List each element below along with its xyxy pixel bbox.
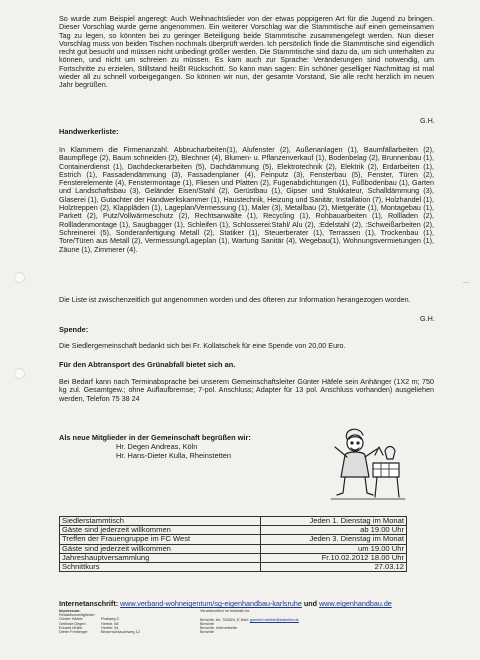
schedule-time: Fr.10.02.2012 18.00 Uhr — [261, 553, 407, 562]
spende-text: Die Siedlergemeinschaft bedankt sich bei Fr. Kollatschek für eine Spende von 20,00 Euro. — [59, 341, 346, 350]
impressum-row: Gerlinde Degen Hertstr. 68 — [59, 621, 119, 626]
handwerker-heading: Handwerkerliste: — [59, 127, 119, 136]
paper-mark: — — [463, 280, 469, 286]
spende-heading: Spende: — [59, 325, 89, 334]
impressum-responsibility — [200, 609, 299, 635]
email-link[interactable]: guenter.haefele@kabelbw.de — [249, 617, 299, 622]
impressum-duty: Berichte — [200, 621, 214, 626]
schedule-time: Jeden 1. Dienstag im Monat — [261, 517, 407, 526]
new-members-heading: Als neue Mitglieder in der Gemeinschaft begrüßen wir: — [59, 433, 251, 442]
punch-hole — [14, 272, 25, 283]
impressum-members — [59, 613, 140, 635]
eigenhandbau-link[interactable]: www.eigenhandbau.de — [319, 599, 392, 608]
table-row — [60, 544, 407, 553]
signature: G.H. — [420, 116, 435, 125]
table-row — [60, 563, 407, 572]
schedule-event: Gäste sind jederzeit willkommen — [60, 526, 261, 535]
schedule-event: Treffen der Frauengruppe im FC West — [60, 535, 261, 544]
verband-link[interactable]: www.verband-wohneigentum/sg-eigenhandbau-karlsruhe — [120, 599, 302, 608]
link-conjunction: und — [303, 599, 318, 608]
punch-hole — [14, 368, 25, 379]
new-member-1: Hr. Degen Andreas, Köln — [116, 442, 198, 451]
schedule-event: Siedlerstammtisch — [60, 517, 261, 526]
handwerker-list: In Klammern die Firmenanzahl. Abbrucharbeiten(1), Alufenster (2), Außenanlagen (1), Baumfällarbeiten (2), Baumpflege (2), Baum schneiden (2), Blechner (4), Blumen- u. Pflanzenverkauf (1), Bodenbelag (2), Brunnenbau (1), Containerdienst (1), Dachdeckerarbeiten (5), Dachdämmung (5), Elektrotechnik (2), Elektrik (2), Erdarbeiten (1), Estrich (1), Fassadendämmung (3), Fassadenplaner (4), Feinputz (3), Fensterbau (5), Fenster, Türen (2), Fensterelemente (4), Fenstermontage (1), Fliesen und Platten (2), Fugenabdichtungen (1), Fußbodenbau (1), Garten und Landschaftsbau (3), Geländer Eisen/Stahl (2), Gerüstbau (1), Gipser und Stukkateur, Schalldämmung (3), Glaserei (1), Gutachter der Handwerkskammer (1), Haustechnik, Heizung und Sanitär, Installation (7), Holzhandel (1), Holztreppen (2), Klappläden (1), Lageplan/Vermessung (1), Maler (3), Metallbau (2), Mietgeräte (1), Montagebau (1), Parkett (2), Putz/Vollwärmeschutz (2), Rechtsanwälte (1), Recycling (1), Rohbauarbeiten (1), Rollladen (2), Rollladenmontage (1), Saugbagger (1), Schleifen (1), Schlosserei:Stahl/ Alu (2), :Edelstahl (2), :Schweißarbeiten (2), Schreinerei (5), Sonderanfertigung Metall (2), Statiker (1), Steuerberater (1), Terrassen (1), Trockenbau (1), Tore/Türen aus Metall (2), Vermessung/Lageplan (1), Wartung Sanitär (4), Wegebau(1), Wohnungsvermietungen (1), Zäune (1), Zimmerer (4). — [59, 145, 434, 254]
schedule-time: ab 19.00 Uhr — [261, 526, 407, 535]
event-schedule-table — [59, 516, 407, 572]
table-row — [60, 535, 407, 544]
gruenabfall-heading: Für den Abtransport des Grünabfall bietet sich an. — [59, 360, 236, 369]
impressum-duty: Berichte — [200, 630, 214, 635]
schedule-time: um 19.00 Uhr — [261, 544, 407, 553]
internet-address — [59, 599, 409, 608]
impressum-responsible: Verantwortlich im Infoblatt für: — [200, 609, 251, 613]
schedule-time: 27.03.12 — [261, 563, 407, 572]
impressum-row: Eduard Müller Hertstr. 54 — [59, 625, 119, 630]
intro-paragraph: So wurde zum Beispiel angeregt: Auch Weihnachtslieder von der etwas poppigeren Art für die Jugend zu bringen. Dieser Vorschlag wurde gerne angenommen. Ein weiterer Vorschlag war die Stammtische auf einen gemeinsamen Tag zu legen, so könnten bei zu geringer Beteiligung beide Stammtische zusammengelegt werden. Nun dieser Vorschlag muss von beiden Tischen nochmals überprüft werden. Ich persönlich finde die Stammtische sind eigendlich recht gut besucht und müssen nicht unbedingt größer werden. Die Stammtische sind dazu da, um sich unterhalten zu können, und nicht um schreien zu müssen. Es kam auch zur Sprache: Veränderungen sind notwendig, um Fortschritte zu erzielen, Stillstand heißt Rückschritt. So kann man sagen: Ein schöner geselliger Nachmittag ist mal wieder all zu schnell vorbeigegangen. So können wir nun, der gesamte Vorstand, Sie alle recht herzlich im neuen Jahr begrüßen. — [59, 14, 434, 90]
schedule-event: Gäste sind jederzeit willkommen — [60, 544, 261, 553]
liste-paragraph: Die Liste ist zwischenzeitlich gut angenommen worden und des öfteren zur Information herangezogen worden. — [59, 295, 411, 304]
internet-label: Internetanschrift: — [59, 599, 119, 608]
table-row — [60, 553, 407, 562]
impressum-row: Günter Häfele Postweg 3 — [59, 617, 119, 622]
impressum-duty: Berichte, Internetseite — [200, 626, 237, 631]
signature-2: G.H. — [420, 314, 435, 323]
impressum-heading: Impressum: — [59, 609, 81, 613]
new-member-2: Hr. Hans-Dieter Kulla, Rheinstetten — [116, 451, 232, 460]
schedule-event: Schnittkurs — [60, 563, 261, 572]
schedule-time: Jeden 3. Dienstag im Monat — [261, 535, 407, 544]
gruenabfall-text: Bei Bedarf kann nach Terminabsprache bei unserem Gemeinschaftsleiter Günter Häfele sein Anhänger (1X2 m; 750 kg zul. Gesamtgew.; ohne Auflaufbremse; 7-pol. Anschluss; Adapter für 13 pol. Anschluss vorhanden) ausgeliehen werden, Telefon 75 38 24 — [59, 377, 434, 403]
impressum-row: Dieter Freiberger Binsenschlauchweg 12 — [59, 630, 140, 635]
impressum-duty: Berichte, tel. 753824, E-Mail: guenter.haefele@kabelbw.de — [200, 617, 299, 622]
impressum-subheading: Redaktionsmitglieder: — [59, 613, 96, 617]
schedule-event: Jahreshauptversammlung — [60, 553, 261, 562]
greeting-man-illustration — [325, 425, 410, 505]
